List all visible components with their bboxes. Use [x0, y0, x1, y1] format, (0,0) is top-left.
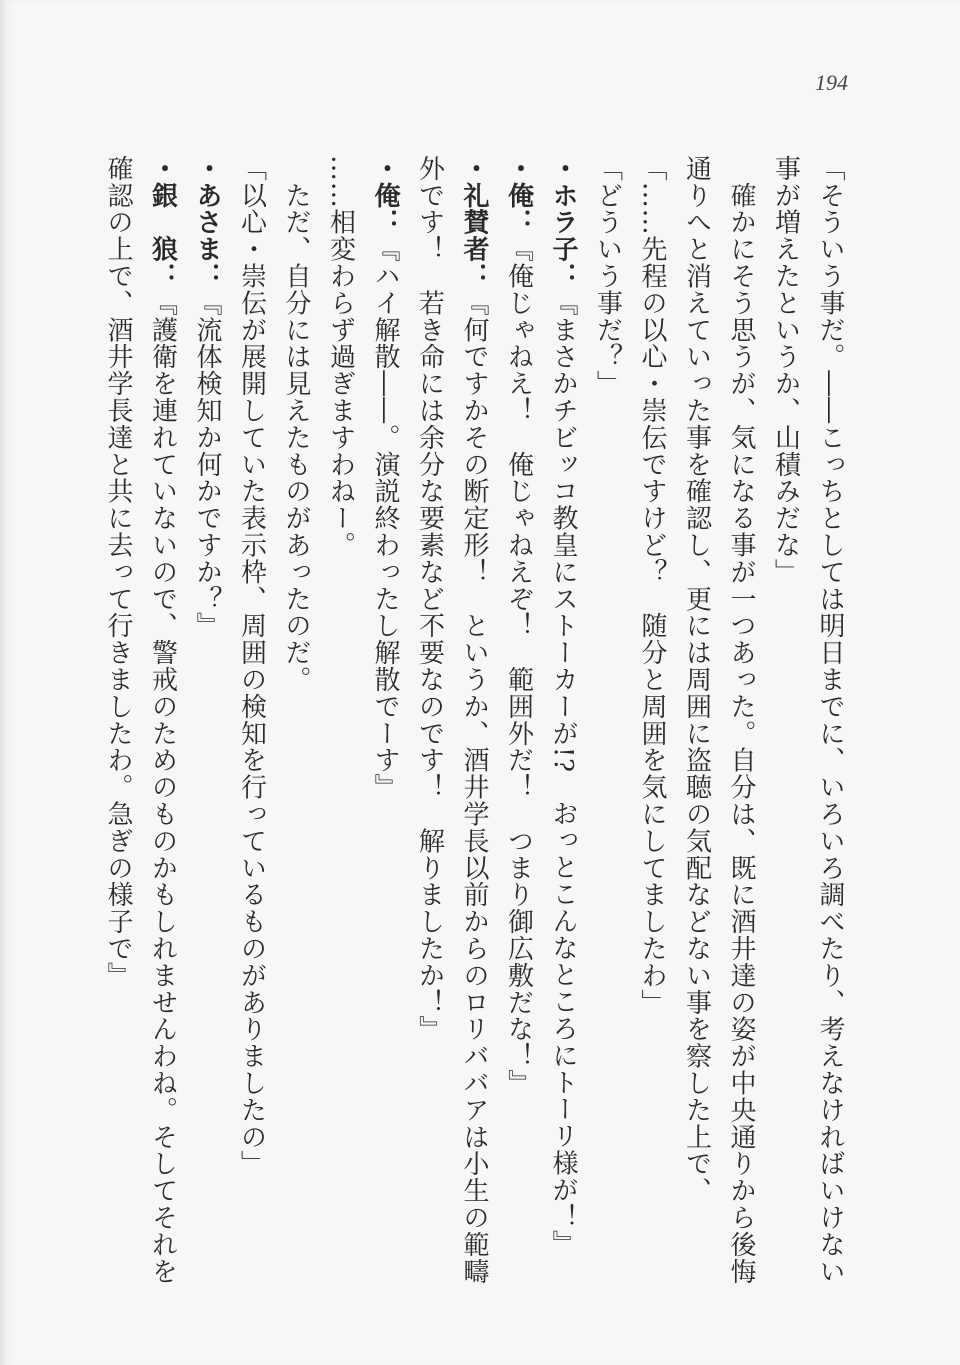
text-column — [229, 155, 274, 1295]
line-text: ……相変わらず過ぎますわねー。 — [325, 155, 356, 559]
line-text: ただ、自分には見えたものがあったのだ。 — [281, 155, 311, 693]
text-column — [140, 155, 185, 1295]
line-text: 「そういう事だ。――こっちとしては明日までに、いろいろ調べたり、考えなければいけない — [815, 155, 845, 1285]
text-column — [96, 155, 141, 1295]
text-column — [630, 155, 675, 1295]
text-column — [274, 155, 319, 1295]
line-text: 『何ですかその断定形！ というか、酒井学長以前からのロリババアは小生の範疇 — [459, 289, 489, 1285]
line-text: 「以心・崇伝が展開していた表示枠、周囲の検知を行っているものがありましたの」 — [236, 155, 267, 1178]
line-text: 『護衛を連れていないので、警戒のためのものかもしれませんわね。そしてそれを — [147, 289, 178, 1285]
text-column — [808, 155, 853, 1295]
speaker-separator: ： — [459, 262, 489, 290]
line-text: 『まさかチビッコ教皇にストーカーが!? おっとこんなところにトーリ様が！』 — [548, 289, 578, 1258]
text-column — [185, 155, 230, 1295]
line-text: 『俺じゃねえ！ 俺じゃねえぞ！ 範囲外だ！ つまり御広敷だな！』 — [503, 235, 534, 1097]
line-text: 『ハイ解散――。演説終わったし解散でーす』 — [370, 235, 400, 801]
speaker-name: ・俺 — [503, 155, 534, 209]
line-text: 「どういう事だ？」 — [592, 155, 623, 398]
text-column — [496, 155, 541, 1295]
line-text: 事が増えたというか、山積みだな」 — [770, 155, 801, 586]
line-text: 「……先程の以心・崇伝ですけど？ 随分と周囲を気にしてましたわ」 — [637, 155, 667, 1016]
text-column — [674, 155, 719, 1295]
speaker-separator: ： — [503, 208, 534, 236]
speaker-separator: ： — [192, 262, 222, 290]
text-column — [363, 155, 408, 1295]
speaker-separator: ： — [147, 262, 178, 290]
line-text: 確認の上で、酒井学長達と共に去って行きましたわ。急ぎの様子で』 — [103, 155, 133, 989]
text-column — [719, 155, 764, 1295]
text-column — [452, 155, 497, 1295]
vertical-text-block — [103, 155, 852, 1295]
speaker-separator: ： — [370, 208, 400, 236]
line-text: 外です！ 若き命には余分な要素など不要なのです！ 解りましたか！』 — [414, 155, 445, 1043]
text-column — [407, 155, 452, 1295]
speaker-name: ・礼賛者 — [459, 155, 489, 263]
line-text: 通りへと消えていった事を確認し、更には周囲に盗聴の気配などない事を察した上で、 — [681, 155, 712, 1205]
text-column — [763, 155, 808, 1295]
line-text: 『流体検知か何かですか？』 — [192, 289, 222, 640]
text-column — [318, 155, 363, 1295]
speaker-separator: ： — [548, 262, 578, 290]
text-column — [585, 155, 630, 1295]
page-number: 194 — [815, 70, 848, 95]
speaker-name: ・銀 狼 — [147, 155, 178, 263]
speaker-name: ・ホラ子 — [548, 155, 578, 263]
speaker-name: ・俺 — [370, 155, 400, 209]
speaker-name: ・あさま — [192, 155, 222, 263]
line-text: 確かにそう思うが、気になる事が一つあった。自分は、既に酒井達の姿が中央通りから後悔 — [726, 155, 756, 1285]
text-column — [541, 155, 586, 1295]
